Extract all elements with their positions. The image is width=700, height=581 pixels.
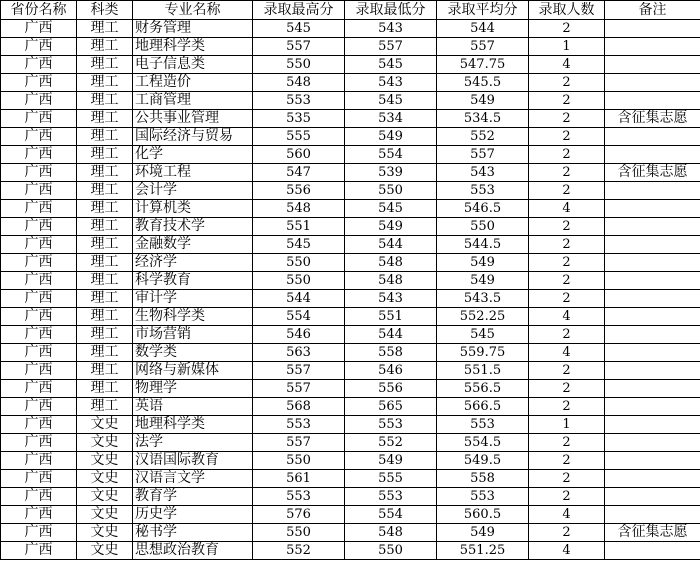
cell-avg-score: 550 [437,218,529,236]
cell-max-score: 545 [253,20,345,38]
cell-admitted-count: 2 [529,326,605,344]
cell-avg-score: 552.25 [437,308,529,326]
cell-category: 理工 [77,398,133,416]
cell-major: 国际经济与贸易 [133,128,253,146]
cell-admitted-count: 2 [529,380,605,398]
cell-max-score: 557 [253,380,345,398]
cell-major: 地理科学类 [133,416,253,434]
cell-major: 工商管理 [133,92,253,110]
cell-major: 市场营销 [133,326,253,344]
cell-min-score: 548 [345,524,437,542]
cell-admitted-count: 2 [529,362,605,380]
cell-admitted-count: 2 [529,434,605,452]
cell-admitted-count: 2 [529,74,605,92]
cell-avg-score: 545.5 [437,74,529,92]
cell-min-score: 565 [345,398,437,416]
table-row [1,272,700,290]
cell-max-score: 545 [253,236,345,254]
cell-remarks [605,38,700,56]
cell-province: 广西 [1,128,77,146]
cell-max-score: 535 [253,110,345,128]
cell-major: 教育技术学 [133,218,253,236]
cell-avg-score: 549 [437,272,529,290]
cell-avg-score: 557 [437,38,529,56]
cell-admitted-count: 2 [529,290,605,308]
cell-avg-score: 556.5 [437,380,529,398]
cell-max-score: 555 [253,128,345,146]
cell-province: 广西 [1,38,77,56]
cell-min-score: 544 [345,236,437,254]
cell-max-score: 547 [253,164,345,182]
cell-avg-score: 553 [437,488,529,506]
cell-remarks [605,272,700,290]
cell-admitted-count: 4 [529,56,605,74]
cell-max-score: 550 [253,254,345,272]
cell-province: 广西 [1,182,77,200]
cell-province: 广西 [1,452,77,470]
cell-province: 广西 [1,20,77,38]
table-row [1,380,700,398]
cell-admitted-count: 2 [529,164,605,182]
cell-admitted-count: 2 [529,470,605,488]
cell-max-score: 556 [253,182,345,200]
cell-admitted-count: 2 [529,146,605,164]
cell-province: 广西 [1,434,77,452]
cell-admitted-count: 2 [529,524,605,542]
cell-max-score: 544 [253,290,345,308]
cell-category: 理工 [77,200,133,218]
cell-min-score: 543 [345,20,437,38]
header-admitted-count: 录取人数 [529,1,605,20]
cell-category: 理工 [77,182,133,200]
cell-major: 金融数学 [133,236,253,254]
table-row [1,128,700,146]
cell-remarks [605,308,700,326]
cell-category: 文史 [77,416,133,434]
table-row [1,362,700,380]
cell-remarks [605,326,700,344]
cell-min-score: 550 [345,182,437,200]
cell-major: 会计学 [133,182,253,200]
cell-admitted-count: 4 [529,506,605,524]
cell-remarks [605,236,700,254]
cell-category: 文史 [77,470,133,488]
header-province: 省份名称 [1,1,77,20]
cell-remarks [605,200,700,218]
cell-min-score: 555 [345,470,437,488]
cell-admitted-count: 2 [529,488,605,506]
cell-max-score: 554 [253,308,345,326]
cell-max-score: 551 [253,218,345,236]
table-row [1,488,700,506]
cell-remarks [605,290,700,308]
cell-remarks [605,218,700,236]
cell-province: 广西 [1,164,77,182]
cell-min-score: 552 [345,434,437,452]
cell-admitted-count: 4 [529,344,605,362]
table-row [1,236,700,254]
cell-min-score: 556 [345,380,437,398]
cell-avg-score: 566.5 [437,398,529,416]
cell-remarks [605,254,700,272]
cell-remarks [605,182,700,200]
table-row [1,92,700,110]
cell-category: 理工 [77,146,133,164]
table-row [1,110,700,128]
table-row [1,506,700,524]
cell-admitted-count: 2 [529,236,605,254]
cell-min-score: 548 [345,272,437,290]
cell-province: 广西 [1,218,77,236]
table-body [1,20,700,560]
cell-remarks [605,92,700,110]
cell-avg-score: 544 [437,20,529,38]
cell-major: 工程造价 [133,74,253,92]
cell-category: 理工 [77,38,133,56]
cell-avg-score: 549 [437,524,529,542]
table-row [1,146,700,164]
cell-province: 广西 [1,488,77,506]
header-row [1,1,700,20]
cell-min-score: 554 [345,506,437,524]
cell-avg-score: 551.5 [437,362,529,380]
cell-admitted-count: 2 [529,128,605,146]
cell-max-score: 568 [253,398,345,416]
cell-remarks [605,128,700,146]
header-min-score: 录取最低分 [345,1,437,20]
table-row [1,326,700,344]
cell-min-score: 549 [345,452,437,470]
table-row [1,470,700,488]
cell-max-score: 550 [253,56,345,74]
cell-province: 广西 [1,506,77,524]
cell-avg-score: 546.5 [437,200,529,218]
cell-admitted-count: 2 [529,92,605,110]
cell-category: 文史 [77,434,133,452]
cell-avg-score: 557 [437,146,529,164]
table-row [1,182,700,200]
cell-admitted-count: 2 [529,398,605,416]
cell-avg-score: 543.5 [437,290,529,308]
cell-min-score: 546 [345,362,437,380]
cell-avg-score: 560.5 [437,506,529,524]
cell-max-score: 546 [253,326,345,344]
table-row [1,200,700,218]
cell-min-score: 557 [345,38,437,56]
cell-province: 广西 [1,344,77,362]
cell-category: 理工 [77,290,133,308]
cell-major: 教育学 [133,488,253,506]
cell-max-score: 557 [253,362,345,380]
cell-category: 文史 [77,524,133,542]
cell-major: 汉语国际教育 [133,452,253,470]
cell-admitted-count: 4 [529,542,605,560]
cell-major: 秘书学 [133,524,253,542]
cell-max-score: 563 [253,344,345,362]
cell-remarks [605,146,700,164]
cell-category: 理工 [77,20,133,38]
cell-major: 思想政治教育 [133,542,253,560]
cell-min-score: 539 [345,164,437,182]
cell-province: 广西 [1,362,77,380]
table-row [1,308,700,326]
cell-category: 理工 [77,272,133,290]
cell-remarks [605,488,700,506]
cell-province: 广西 [1,290,77,308]
cell-max-score: 552 [253,542,345,560]
cell-min-score: 545 [345,92,437,110]
cell-category: 理工 [77,362,133,380]
cell-major: 历史学 [133,506,253,524]
cell-category: 理工 [77,326,133,344]
cell-remarks [605,56,700,74]
cell-min-score: 543 [345,74,437,92]
cell-avg-score: 549 [437,254,529,272]
cell-avg-score: 559.75 [437,344,529,362]
cell-admitted-count: 2 [529,182,605,200]
cell-remarks: 含征集志愿 [605,164,700,182]
cell-category: 文史 [77,542,133,560]
cell-province: 广西 [1,470,77,488]
cell-major: 财务管理 [133,20,253,38]
cell-admitted-count: 4 [529,308,605,326]
cell-remarks: 含征集志愿 [605,524,700,542]
cell-min-score: 548 [345,254,437,272]
cell-major: 英语 [133,398,253,416]
cell-avg-score: 553 [437,416,529,434]
cell-min-score: 554 [345,146,437,164]
cell-province: 广西 [1,254,77,272]
table-row [1,398,700,416]
cell-max-score: 557 [253,38,345,56]
cell-category: 理工 [77,56,133,74]
table-row [1,164,700,182]
cell-major: 汉语言文学 [133,470,253,488]
cell-min-score: 549 [345,128,437,146]
cell-major: 公共事业管理 [133,110,253,128]
cell-max-score: 553 [253,488,345,506]
cell-province: 广西 [1,146,77,164]
cell-min-score: 551 [345,308,437,326]
cell-remarks [605,362,700,380]
cell-major: 计算机类 [133,200,253,218]
cell-major: 地理科学类 [133,38,253,56]
cell-province: 广西 [1,92,77,110]
table-header [1,1,700,20]
cell-remarks [605,380,700,398]
cell-province: 广西 [1,326,77,344]
cell-max-score: 548 [253,200,345,218]
cell-min-score: 543 [345,290,437,308]
header-remarks: 备注 [605,1,700,20]
cell-avg-score: 549.5 [437,452,529,470]
cell-max-score: 550 [253,524,345,542]
cell-remarks [605,452,700,470]
cell-major: 环境工程 [133,164,253,182]
cell-admitted-count: 2 [529,110,605,128]
cell-avg-score: 554.5 [437,434,529,452]
cell-major: 法学 [133,434,253,452]
cell-admitted-count: 4 [529,200,605,218]
cell-min-score: 545 [345,56,437,74]
cell-remarks [605,434,700,452]
cell-category: 理工 [77,344,133,362]
header-avg-score: 录取平均分 [437,1,529,20]
cell-remarks [605,398,700,416]
cell-admitted-count: 2 [529,452,605,470]
cell-province: 广西 [1,398,77,416]
cell-province: 广西 [1,416,77,434]
cell-category: 文史 [77,452,133,470]
cell-avg-score: 552 [437,128,529,146]
cell-admitted-count: 1 [529,416,605,434]
cell-max-score: 561 [253,470,345,488]
cell-admitted-count: 2 [529,218,605,236]
cell-admitted-count: 2 [529,254,605,272]
table-row [1,452,700,470]
cell-major: 数学类 [133,344,253,362]
cell-major: 电子信息类 [133,56,253,74]
cell-major: 化学 [133,146,253,164]
cell-min-score: 550 [345,542,437,560]
cell-category: 理工 [77,74,133,92]
cell-avg-score: 545 [437,326,529,344]
cell-province: 广西 [1,56,77,74]
table-row [1,524,700,542]
cell-category: 理工 [77,308,133,326]
header-max-score: 录取最高分 [253,1,345,20]
cell-province: 广西 [1,272,77,290]
cell-province: 广西 [1,236,77,254]
cell-avg-score: 534.5 [437,110,529,128]
table-row [1,74,700,92]
cell-admitted-count: 2 [529,272,605,290]
cell-province: 广西 [1,110,77,128]
cell-category: 理工 [77,218,133,236]
cell-max-score: 550 [253,272,345,290]
cell-category: 理工 [77,254,133,272]
cell-avg-score: 549 [437,92,529,110]
table-row [1,218,700,236]
cell-max-score: 553 [253,92,345,110]
cell-remarks: 含征集志愿 [605,110,700,128]
cell-major: 生物科学类 [133,308,253,326]
cell-min-score: 534 [345,110,437,128]
cell-avg-score: 558 [437,470,529,488]
header-major: 专业名称 [133,1,253,20]
table-row [1,416,700,434]
cell-min-score: 558 [345,344,437,362]
cell-avg-score: 543 [437,164,529,182]
cell-remarks [605,542,700,560]
cell-min-score: 553 [345,488,437,506]
cell-province: 广西 [1,200,77,218]
cell-major: 科学教育 [133,272,253,290]
cell-admitted-count: 1 [529,38,605,56]
cell-avg-score: 553 [437,182,529,200]
cell-province: 广西 [1,542,77,560]
cell-avg-score: 547.75 [437,56,529,74]
cell-province: 广西 [1,74,77,92]
cell-admitted-count: 2 [529,20,605,38]
cell-remarks [605,506,700,524]
table-row [1,542,700,560]
cell-max-score: 560 [253,146,345,164]
cell-category: 文史 [77,488,133,506]
cell-category: 理工 [77,380,133,398]
header-category: 科类 [77,1,133,20]
table-row [1,344,700,362]
cell-province: 广西 [1,524,77,542]
cell-remarks [605,74,700,92]
cell-major: 物理学 [133,380,253,398]
cell-remarks [605,344,700,362]
cell-remarks [605,416,700,434]
table-row [1,20,700,38]
cell-max-score: 576 [253,506,345,524]
cell-category: 理工 [77,92,133,110]
cell-max-score: 550 [253,452,345,470]
cell-major: 审计学 [133,290,253,308]
cell-min-score: 544 [345,326,437,344]
cell-category: 理工 [77,236,133,254]
table-row [1,56,700,74]
cell-max-score: 548 [253,74,345,92]
cell-max-score: 557 [253,434,345,452]
cell-min-score: 549 [345,218,437,236]
table-row [1,38,700,56]
cell-min-score: 545 [345,200,437,218]
cell-avg-score: 544.5 [437,236,529,254]
cell-category: 文史 [77,506,133,524]
cell-province: 广西 [1,308,77,326]
table-row [1,290,700,308]
cell-category: 理工 [77,164,133,182]
table-row [1,434,700,452]
cell-province: 广西 [1,380,77,398]
cell-category: 理工 [77,110,133,128]
cell-min-score: 553 [345,416,437,434]
cell-category: 理工 [77,128,133,146]
table-row [1,254,700,272]
cell-major: 网络与新媒体 [133,362,253,380]
cell-major: 经济学 [133,254,253,272]
cell-remarks [605,470,700,488]
cell-max-score: 553 [253,416,345,434]
cell-remarks [605,20,700,38]
cell-avg-score: 551.25 [437,542,529,560]
